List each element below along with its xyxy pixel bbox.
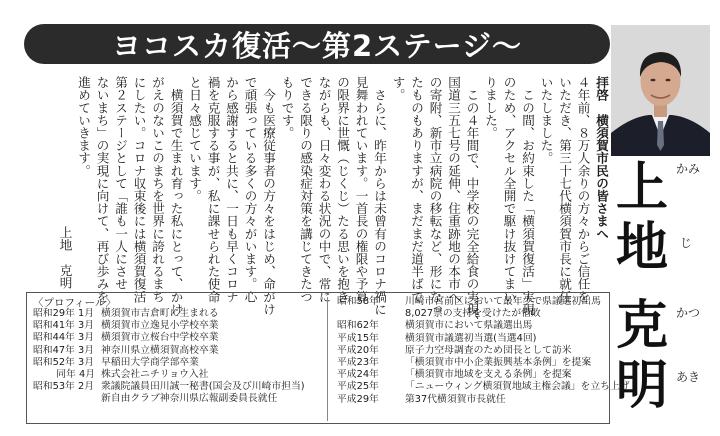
- letter-line: がえのないこのまちを世界に誇れるまち: [150, 76, 165, 303]
- surname-kanji: 上: [616, 158, 669, 218]
- letter-line: から感謝すると共に、一日も早くコロナ: [224, 76, 239, 303]
- profile-row: 平成29年 第37代横須賀市長就任: [337, 393, 506, 405]
- surname-ruby: じ: [680, 236, 693, 250]
- letter-line: いたしました。: [538, 76, 554, 165]
- profile-row: 平成15年 横須賀市議選初当選(当選4回): [337, 332, 537, 344]
- profile-row: 平成23年 「横須賀市中小企業振興基本条例」を提案: [337, 357, 592, 369]
- profile-row: 昭和29年 1月 横須賀市吉倉町に生まれる: [33, 308, 219, 319]
- letter-line: 横須賀で生まれ育った私にとって、かけ: [168, 76, 184, 316]
- profile-row: 昭和53年 2月 衆議院議員田川誠一秘書(国会及び川崎市担当): [33, 381, 305, 393]
- profile-row: 昭和58年 川崎市宮前区において最年少で県議選初出馬: [337, 296, 601, 307]
- letter-line: 第２ステージとして「誰も一人にさせ: [113, 76, 128, 291]
- letter-line: と日々感じています。: [187, 76, 202, 202]
- profile-row: 昭和47年 3月 神奈川県立横須賀高校卒業: [33, 344, 219, 356]
- profile-right-list: [337, 296, 630, 406]
- letter-line: にしたい。コロナ収束後には横須賀復活: [131, 76, 147, 303]
- letter-line: たものもありますが、まだまだ道半ばで: [409, 76, 424, 303]
- profile-row: 同年 4月 株式会社ニチリョウ入社: [56, 369, 209, 381]
- profile-left-list: [33, 308, 323, 406]
- letter-line: 禍を克服する事が、私に課せられた使命: [205, 76, 221, 303]
- profile-heading: 〈プロフィール〉: [33, 297, 116, 309]
- letter-line: ながらも、日々変わる状況の中で、常に: [316, 76, 332, 303]
- profile-row: 昭和44年 3月 横須賀市立桜台中学校卒業: [33, 332, 219, 344]
- candidate-portrait: [611, 25, 710, 156]
- profile-row: 昭和41年 3月 横須賀市立逸見小学校卒業: [33, 320, 219, 332]
- profile-divider: [327, 297, 328, 421]
- profile-row: 新自由クラブ神奈川県広報副委員長就任: [101, 393, 278, 405]
- letter-line: 見舞われています。一首長の権限や予算: [353, 76, 369, 303]
- letter-line: のため、アクセル全開で駆け抜けてまい: [501, 76, 517, 303]
- letter-line: の寄附、新市立病院の移転など、形になっ: [427, 76, 443, 316]
- profile-row: 昭和52年 3月 早稲田大学商学部卒業: [33, 356, 199, 368]
- letter-line: で頑張っている多くの方々がいます。心: [242, 76, 258, 303]
- profile-row: 平成20年 原子力空母調査のため団長として訪米: [337, 344, 572, 356]
- letter-line: りました。: [483, 76, 498, 139]
- letter-line: いただき、第三十七代横須賀市長に就任: [557, 76, 572, 303]
- profile-box: [26, 292, 630, 424]
- profile-row: 昭和62年 横須賀市において県議選出馬: [337, 320, 533, 332]
- letter-line: 国道三五七号の延伸、住重跡地の本市へ: [446, 76, 461, 303]
- greeting: 拝啓 横須賀市民の皆さまへ: [594, 76, 609, 240]
- surname-ruby: かみ: [676, 162, 701, 176]
- candidate-name: [616, 160, 712, 422]
- given-ruby: かつ: [676, 306, 701, 320]
- surname-kanji: 地: [616, 218, 669, 278]
- letter-line: この間、お約束した「横須賀復活」実現: [520, 76, 535, 316]
- profile-row: 平成25年 「ニューウィング横須賀地域主権会議」を立ち上げ: [337, 381, 630, 393]
- profile-row: 8,027票の支持を受けたが惜敗: [405, 308, 541, 320]
- given-ruby: あき: [676, 370, 701, 384]
- signature: 上地 克明: [57, 226, 73, 289]
- letter-line: さらに、昨年からは未曾有のコロナ禍に: [372, 76, 387, 316]
- headline-banner: [24, 24, 610, 64]
- letter-line: もりです。: [279, 76, 295, 139]
- portrait-illustration: [611, 25, 710, 156]
- letter-line: す。: [390, 76, 406, 102]
- given-kanji: 明: [616, 356, 669, 416]
- given-kanji: 克: [616, 296, 669, 356]
- headline: ヨコスカ復活〜第2ステージ〜: [111, 28, 523, 63]
- letter-line: できる限りの感染症対策を講じてきたつ: [298, 76, 313, 303]
- profile-row: 平成24年 「横須賀市地域を支える条例」を提案: [337, 369, 572, 381]
- letter-line: の限界に世慨（じくじ）たる思いを抱き: [335, 76, 350, 303]
- letter-line: この４年間で、中学校の完全給食の実現、: [464, 76, 480, 328]
- letter-line: 今も医療従事者の方々をはじめ、命がけ: [261, 76, 276, 316]
- letter-line: ４年前、８万人余りの方々からご信任を: [575, 76, 591, 303]
- letter-line: ないまち」の実現に向けて、再び歩みを: [94, 76, 110, 303]
- letter-line: 進めていきます。: [76, 76, 91, 177]
